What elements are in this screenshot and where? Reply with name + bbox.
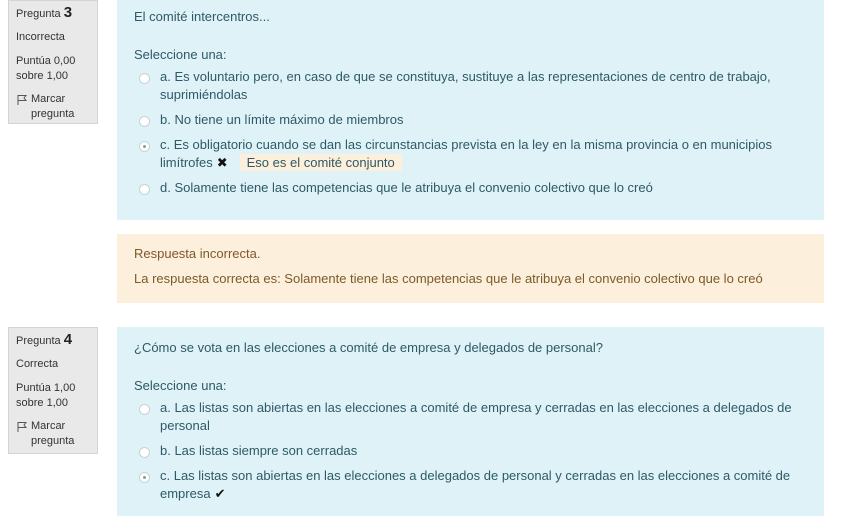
option-label: b. Las listas siempre son cerradas: [160, 443, 358, 458]
radio-button-selected[interactable]: [139, 141, 150, 152]
option-label-wrap: [160, 136, 807, 172]
outcome-result: Respuesta incorrecta.: [134, 246, 261, 261]
check-icon: ✔: [214, 486, 226, 501]
answer-prompt: Seleccione una:: [134, 47, 227, 62]
flag-outline-icon: [16, 421, 28, 433]
flag-question-link[interactable]: [16, 419, 90, 449]
question-state: Correcta: [16, 358, 59, 370]
question-grade: Puntúa 0,00 sobre 1,00: [16, 55, 76, 82]
answer-option-b[interactable]: [134, 442, 807, 460]
option-label: a. Las listas son abiertas en las elecciones a comité de empresa y cerradas en las elecciones a delegados de personal: [160, 400, 792, 433]
flag-outline-icon: [16, 94, 28, 106]
question-info-4: [8, 327, 98, 454]
cross-icon: ✖: [216, 155, 228, 170]
option-label: c. Es obligatorio cuando se dan las circunstancias prevista en la ley en la misma provincia o en municipios limítrofes: [160, 137, 773, 170]
question-label: Pregunta: [16, 8, 61, 20]
question-state: Incorrecta: [16, 31, 65, 43]
question-text: ¿Cómo se vota en las elecciones a comité de empresa y delegados de personal?: [134, 340, 603, 355]
question-outcome-3: [117, 234, 824, 303]
question-label: Pregunta: [16, 335, 61, 347]
radio-button-selected[interactable]: [139, 472, 150, 483]
answer-options: [134, 68, 807, 197]
answer-options: [134, 399, 807, 503]
question-number-value: 3: [63, 4, 73, 21]
option-label: d. Solamente tiene las competencias que le atribuya el convenio colectivo que lo creó: [160, 180, 653, 195]
radio-button[interactable]: [139, 447, 150, 458]
flag-question-link[interactable]: [16, 92, 90, 122]
answer-option-a[interactable]: [134, 68, 807, 104]
answer-prompt: Seleccione una:: [134, 378, 227, 393]
correct-answer-text: La respuesta correcta es: Solamente tiene las competencias que le atribuya el convenio colectivo que lo creó: [134, 271, 763, 286]
radio-button[interactable]: [139, 73, 150, 84]
answer-option-c[interactable]: [134, 467, 807, 503]
radio-button[interactable]: [139, 404, 150, 415]
option-label-wrap: [160, 467, 807, 503]
question-info-3: [8, 0, 98, 124]
question-grade: Puntúa 1,00 sobre 1,00: [16, 382, 76, 409]
question-number: [16, 332, 90, 349]
specific-feedback: Eso es el comité conjunto: [240, 154, 402, 171]
option-label: a. Es voluntario pero, en caso de que se constituya, sustituye a las representaciones de centro de trabajo, suprimiéndolas: [160, 69, 771, 102]
answer-option-c[interactable]: [134, 136, 807, 172]
radio-button[interactable]: [139, 184, 150, 195]
question-text: El comité intercentros...: [134, 9, 270, 24]
flag-question-label: Marcar pregunta: [31, 93, 75, 120]
flag-question-label: Marcar pregunta: [31, 420, 75, 447]
radio-button[interactable]: [139, 116, 150, 127]
question-content-3: [117, 0, 824, 220]
answer-option-a[interactable]: [134, 399, 807, 435]
question-number: [16, 5, 90, 22]
question-number-value: 4: [63, 331, 73, 348]
answer-option-b[interactable]: [134, 111, 807, 129]
option-label: c. Las listas son abiertas en las elecciones a delegados de personal y cerradas en las elecciones a comité de empresa: [160, 468, 791, 501]
option-label: b. No tiene un límite máximo de miembros: [160, 112, 404, 127]
answer-option-d[interactable]: [134, 179, 807, 197]
question-content-4: [117, 327, 824, 516]
